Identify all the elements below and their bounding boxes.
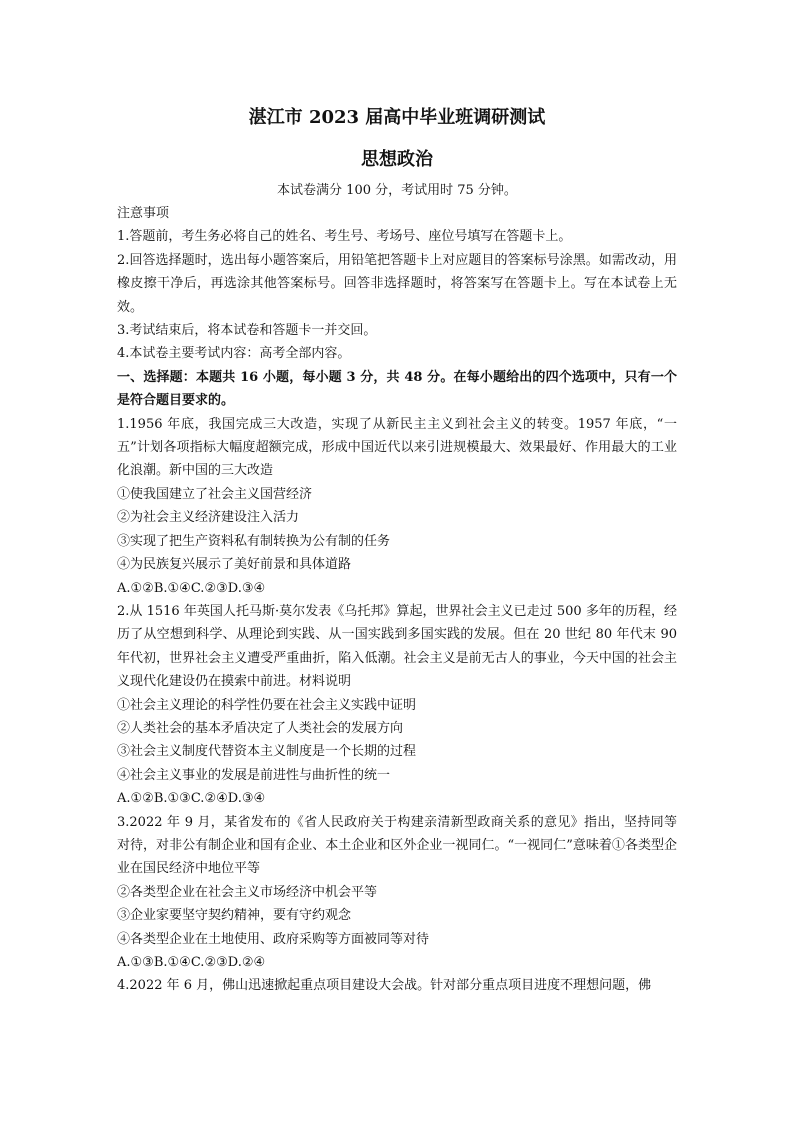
section-heading: 一、选择题：本题共 16 小题，每小题 3 分，共 48 分。在每小题给出的四个选项中，只有一个是符合题目要求的。 [117,369,677,409]
question-1-option-2: ②为社会主义经济建设注入活力 [117,510,300,526]
question-4-stem: 4.2022 年 6 月，佛山迅速掀起重点项目建设大会战。针对部分重点项目进度不理想问题，佛 [117,978,652,994]
question-1-option-3: ③实现了把生产资料私有制转换为公有制的任务 [117,533,391,549]
question-3-stem: 3.2022 年 9 月，某省发布的《省人民政府关于构建亲清新型政商关系的意见》指出，坚持同等对待，对非公有制企业和国有企业、本土企业和区外企业一视同仁。“一视同仁”意味着①各类型企业在国民经济中地位平等 [117,814,677,877]
question-3-option-4: ④各类型企业在土地使用、政府采购等方面被同等对待 [117,931,430,947]
question-1-answers: A.①②B.①④C.②③D.③④ [117,580,266,596]
question-2-option-1: ①社会主义理论的科学性仍要在社会主义实践中证明 [117,697,417,713]
exam-meta: 本试卷满分 100 分，考试用时 75 分钟。 [277,183,517,198]
question-2-stem: 2.从 1516 年英国人托马斯·莫尔发表《乌托邦》算起，世界社会主义已走过 500 多年的历程，经历了从空想到科学、从理论到实践、从一国实践到多国实践的发展。但在 20 世纪 80 年代末 90 年代初，世界社会主义遭受严重曲折，陷入低潮。社会主义是前无古人的事业，今天中国的社会主义现代化建设仍在摸索中前进。材料说明 [117,603,677,690]
question-2-answers: A.①②B.①③C.②④D.③④ [117,791,266,807]
note-item-2: 2.回答选择题时，选出每小题答案后，用铅笔把答题卡上对应题目的答案标号涂黑。如需改动，用橡皮擦干净后，再选涂其他答案标号。回答非选择题时，将答案写在答题卡上。写在本试卷上无效。 [117,252,677,315]
exam-subject: 思想政治 [361,149,433,170]
question-1-option-1: ①使我国建立了社会主义国营经济 [117,486,313,502]
question-2-option-2: ②人类社会的基本矛盾决定了人类社会的发展方向 [117,720,404,736]
question-3-answers: A.①③B.①④C.②③D.②④ [117,955,266,970]
exam-title: 湛江市 2023 届高中毕业班调研测试 [248,107,546,128]
note-item-1: 1.答题前，考生务必将自己的姓名、考生号、考场号、座位号填写在答题卡上。 [117,229,572,245]
question-3-option-3: ③企业家要坚守契约精神，要有守约观念 [117,908,352,924]
question-1-stem: 1.1956 年底，我国完成三大改造，实现了从新民主主义到社会主义的转变。1957 年底，“一五”计划各项指标大幅度超额完成，形成中国近代以来引进规模最大、效果最好、作用最大的工业化浪潮。新中国的三大改造 [117,416,677,479]
note-item-4: 4.本试卷主要考试内容：高考全部内容。 [117,346,351,362]
question-3-option-2: ②各类型企业在社会主义市场经济中机会平等 [117,884,378,900]
notes-heading: 注意事项 [117,206,170,221]
note-item-3: 3.考试结束后，将本试卷和答题卡一并交回。 [117,323,377,339]
question-2-option-3: ③社会主义制度代替资本主义制度是一个长期的过程 [117,744,417,760]
question-2-option-4: ④社会主义事业的发展是前进性与曲折性的统一 [117,767,391,783]
exam-content [117,104,677,998]
question-1-option-4: ④为民族复兴展示了美好前景和具体道路 [117,557,352,573]
